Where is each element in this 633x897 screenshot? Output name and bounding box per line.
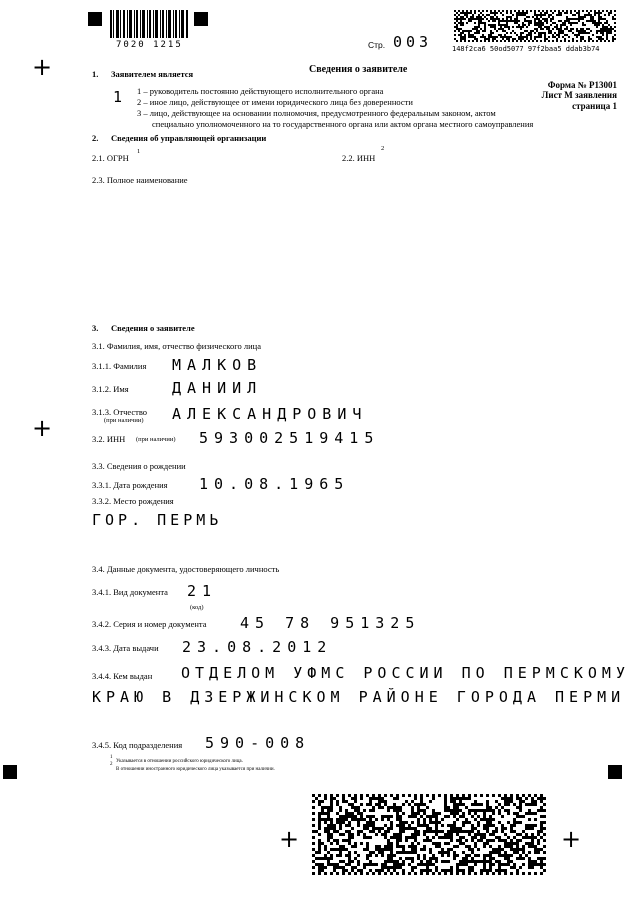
form-page: страница 1 bbox=[572, 101, 617, 111]
page-number: 003 bbox=[393, 33, 433, 51]
registration-square-top-mid bbox=[194, 12, 208, 26]
registration-square-bottom-left bbox=[3, 765, 17, 779]
subdivision-code-value: 590-008 bbox=[205, 734, 311, 752]
surname-label: 3.1.1. Фамилия bbox=[92, 361, 147, 371]
section-3-label: Сведения о заявителе bbox=[111, 323, 195, 333]
barcode-number: 7020 1215 bbox=[116, 40, 183, 50]
applicant-type-value: 1 bbox=[113, 88, 123, 106]
birthplace-label: 3.3.2. Место рождения bbox=[92, 496, 174, 506]
registration-square-top-left bbox=[88, 12, 102, 26]
applicant-option-3: 3 – лицо, действующее на основании полномочия, предусмотренного федеральным законом, актом bbox=[137, 108, 496, 118]
birthplace-value: ГОР. ПЕРМЬ bbox=[92, 511, 223, 529]
applicant-option-3-cont: специально уполномоченного на то государственного органа или актом органа местного самоуправления bbox=[152, 119, 534, 129]
name-label: 3.1.2. Имя bbox=[92, 384, 129, 394]
doctype-value: 21 bbox=[187, 582, 218, 600]
footnote-2-mark: 2 bbox=[110, 762, 113, 767]
crosshair-mark-mid-left: + bbox=[32, 414, 53, 442]
birthdate-value: 10.08.1965 bbox=[199, 475, 350, 493]
issued-by-line-1: ОТДЕЛОМ УФМС РОССИИ ПО ПЕРМСКОМУ bbox=[181, 664, 630, 682]
birth-label: 3.3. Сведения о рождении bbox=[92, 461, 186, 471]
crosshair-mark-bottom-left: + bbox=[279, 825, 300, 853]
patronymic-label: 3.1.3. Отчество bbox=[92, 407, 148, 417]
linear-barcode bbox=[110, 10, 190, 38]
doctype-label: 3.4.1. Вид документа bbox=[92, 587, 168, 597]
doctype-code-note: (код) bbox=[190, 604, 204, 611]
surname-value: МАЛКОВ bbox=[172, 356, 263, 374]
matrix-barcode-bottom bbox=[312, 794, 548, 876]
crosshair-mark-top-left: + bbox=[32, 53, 53, 81]
hash-code: 148f2ca6 50od5077 97f2baa5 ddab3b74 bbox=[452, 45, 600, 53]
fio-label: 3.1. Фамилия, имя, отчество физического лица bbox=[92, 341, 261, 351]
applicant-option-2: 2 – иное лицо, действующее от имени юридического лица без доверенности bbox=[137, 97, 413, 107]
birthdate-label: 3.3.1. Дата рождения bbox=[92, 480, 168, 490]
section-2-number: 2. bbox=[92, 133, 99, 143]
crosshair-mark-bottom-right: + bbox=[561, 825, 582, 853]
matrix-barcode-top bbox=[454, 10, 616, 42]
ogrn-footnote-mark: 1 bbox=[137, 148, 141, 155]
patronymic-value: АЛЕКСАНДРОВИЧ bbox=[172, 405, 368, 423]
issued-by-label: 3.4.4. Кем выдан bbox=[92, 671, 153, 681]
page-label: Стр. bbox=[368, 40, 386, 50]
section-3-number: 3. bbox=[92, 323, 99, 333]
full-name-label: 2.3. Полное наименование bbox=[92, 175, 188, 185]
issue-date-label: 3.4.3. Дата выдачи bbox=[92, 643, 159, 653]
applicant-option-1: 1 – руководитель постоянно действующего исполнительного органа bbox=[137, 86, 384, 96]
footnote-1-text: Указывается в отношении российского юридического лица. bbox=[116, 759, 243, 764]
footnote-1-mark: 1 bbox=[110, 755, 113, 760]
inn-org-label: 2.2. ИНН bbox=[342, 153, 376, 163]
form-title: Сведения о заявителе bbox=[309, 64, 408, 75]
section-1-number: 1. bbox=[92, 69, 99, 79]
footnote-2-text: В отношении иностранного юридического лица указывается при наличии. bbox=[116, 767, 275, 772]
series-number-value: 45 78 951325 bbox=[240, 614, 421, 632]
inn-value: 593002519415 bbox=[199, 429, 380, 447]
id-document-label: 3.4. Данные документа, удостоверяющего личность bbox=[92, 564, 280, 574]
form-number: Форма № Р13001 bbox=[547, 80, 617, 90]
series-number-label: 3.4.2. Серия и номер документа bbox=[92, 619, 207, 629]
ogrn-label: 2.1. ОГРН bbox=[92, 153, 129, 163]
name-value: ДАНИИЛ bbox=[172, 379, 263, 397]
issue-date-value: 23.08.2012 bbox=[182, 638, 333, 656]
issued-by-line-2: КРАЮ В ДЗЕРЖИНСКОМ РАЙОНЕ ГОРОДА ПЕРМИ bbox=[92, 688, 626, 706]
inn-note: (при наличии) bbox=[136, 436, 176, 443]
inn-label: 3.2. ИНН bbox=[92, 434, 126, 444]
section-2-label: Сведения об управляющей организации bbox=[111, 133, 267, 143]
patronymic-note: (при наличии) bbox=[104, 417, 144, 424]
registration-square-right bbox=[608, 765, 622, 779]
inn-org-footnote-mark: 2 bbox=[381, 145, 385, 152]
subdivision-code-label: 3.4.5. Код подразделения bbox=[92, 740, 183, 750]
form-sheet: Лист М заявления bbox=[541, 90, 617, 100]
section-1-label: Заявителем является bbox=[111, 69, 194, 79]
